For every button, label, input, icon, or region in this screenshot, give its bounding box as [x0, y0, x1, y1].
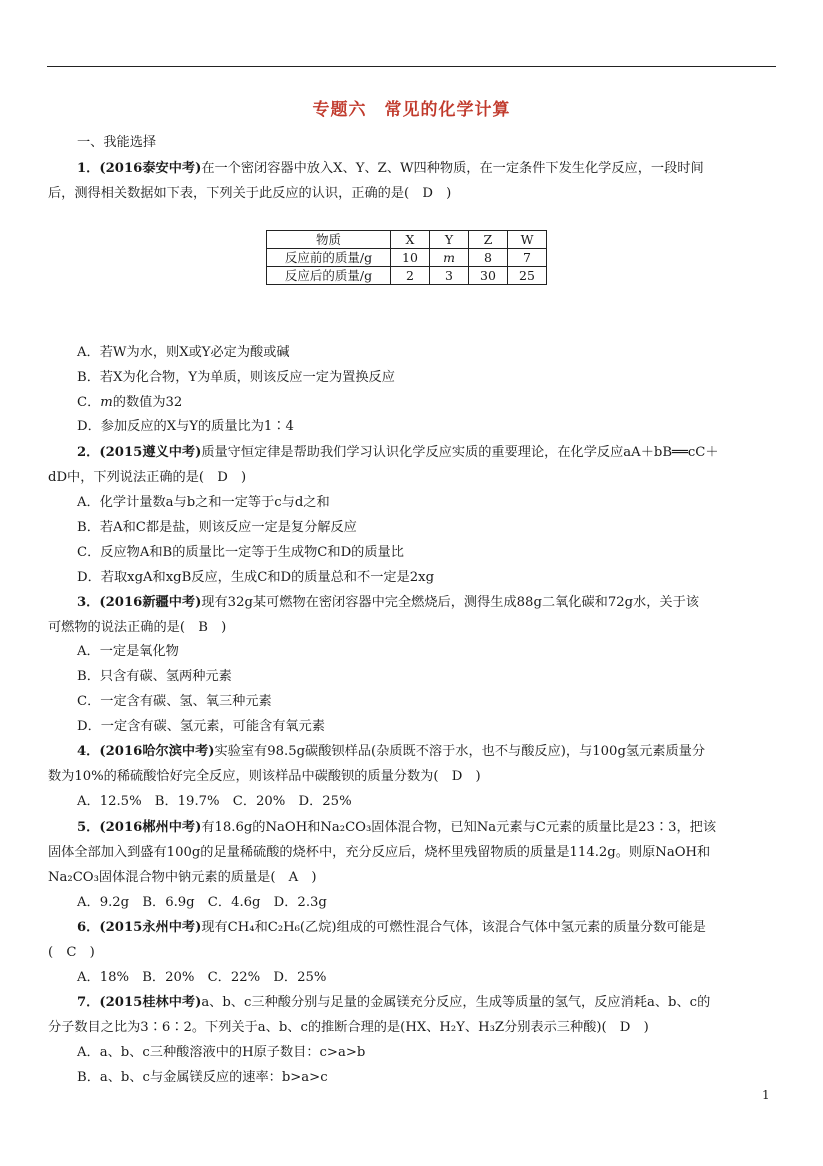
q3-option-b: B．只含有碳、氢两种元素	[77, 669, 232, 684]
q6-number: 6．	[77, 920, 100, 935]
q1-line2: 后，测得相关数据如下表，下列关于此反应的认识，正确的是( D )	[48, 186, 452, 201]
q7-option-a: A．a、b、c三种酸溶液中的H原子数目：c>a>b	[77, 1045, 366, 1060]
q5-line2: 固体全部加入到盛有100g的足量稀硫酸的烧杯中，充分反应后，烧杯里残留物质的质量是114.2g。则原NaOH和	[48, 845, 711, 860]
q1-number: 1．	[77, 161, 100, 176]
table-cell: 8	[469, 249, 508, 267]
q7-line1	[77, 993, 710, 1013]
table-header-cell: W	[508, 231, 547, 249]
q1-line1	[77, 159, 704, 179]
q2-line2: dD中，下列说法正确的是( D )	[48, 470, 247, 485]
q3-number: 3．	[77, 595, 100, 610]
q6-line2: ( C )	[48, 945, 95, 960]
q2-option-b: B．若A和C都是盐，则该反应一定是复分解反应	[77, 520, 357, 535]
q2-option-c: C．反应物A和B的质量比一定等于生成物C和D的质量比	[77, 545, 404, 560]
q3-text1: 现有32g某可燃物在密闭容器中完全燃烧后，测得生成88g二氧化碳和72g水，关于该	[201, 595, 699, 610]
q6-options: A．18% B．20% C．22% D．25%	[77, 970, 327, 985]
q4-line1	[77, 742, 705, 762]
header-rule	[47, 66, 776, 67]
q3-option-c: C．一定含有碳、氢、氧三种元素	[77, 694, 272, 709]
option-letter: C．	[77, 395, 101, 410]
q2-source: (2015遵义中考)	[99, 445, 202, 460]
q7-source: (2015桂林中考)	[99, 995, 202, 1010]
section-heading: 一、我能选择	[77, 135, 157, 150]
q7-text1: a、b、c三种酸分别与足量的金属镁充分反应，生成等质量的氢气，反应消耗a、b、c的	[201, 995, 711, 1010]
table-cell: 3	[430, 267, 469, 285]
table-cell: 反应后的质量/g	[267, 267, 391, 285]
q6-source: (2015永州中考)	[99, 920, 202, 935]
q5-line1	[77, 818, 716, 838]
table-header-cell: Y	[430, 231, 469, 249]
q1-data-table	[266, 230, 547, 285]
table-cell: 30	[469, 267, 508, 285]
q1-text1: 在一个密闭容器中放入X、Y、Z、W四种物质，在一定条件下发生化学反应，一段时间	[201, 161, 704, 176]
q1-option-a: A．若W为水，则X或Y必定为酸或碱	[77, 345, 290, 360]
q1-source: (2016泰安中考)	[99, 161, 202, 176]
variable-m: m	[443, 250, 455, 265]
table-cell: 25	[508, 267, 547, 285]
table-cell: 10	[391, 249, 430, 267]
table-header-row	[267, 231, 547, 249]
q7-line2: 分子数目之比为3∶6∶2。下列关于a、b、c的推断合理的是(HX、H₂Y、H₃Z分别表示三种酸)( D )	[48, 1020, 649, 1035]
q5-text1: 有18.6g的NaOH和Na₂CO₃固体混合物，已知Na元素与C元素的质量比是23∶3，把该	[201, 820, 717, 835]
table-header-cell: 物质	[267, 231, 391, 249]
table-cell: 反应前的质量/g	[267, 249, 391, 267]
table-cell: 2	[391, 267, 430, 285]
q5-line3: Na₂CO₃固体混合物中钠元素的质量是( A )	[48, 870, 317, 885]
q4-number: 4．	[77, 744, 100, 759]
table-row	[267, 249, 547, 267]
q3-option-d: D．一定含有碳、氢元素，可能含有氧元素	[77, 719, 325, 734]
q2-text1: 质量守恒定律是帮助我们学习认识化学反应实质的重要理论，在化学反应aA＋bB══cC＋	[201, 445, 719, 460]
q2-number: 2．	[77, 445, 100, 460]
q3-source: (2016新疆中考)	[99, 595, 202, 610]
q2-option-d: D．若取xgA和xgB反应，生成C和D的质量总和不一定是2xg	[77, 570, 435, 585]
table-header-cell: X	[391, 231, 430, 249]
q4-text1: 实验室有98.5g碳酸钡样品(杂质既不溶于水，也不与酸反应)，与100g氢元素质量分	[214, 744, 706, 759]
q5-options: A．9.2g B．6.9g C．4.6g D．2.3g	[77, 895, 327, 910]
page-title: 专题六 常见的化学计算	[312, 100, 511, 120]
q2-line1	[77, 443, 719, 463]
q3-line1	[77, 593, 699, 613]
option-text: 的数值为32	[112, 395, 183, 410]
q1-option-d: D．参加反应的X与Y的质量比为1∶4	[77, 419, 294, 434]
q3-option-a: A．一定是氧化物	[77, 644, 179, 659]
q6-line1	[77, 918, 706, 938]
q3-line2: 可燃物的说法正确的是( B )	[48, 620, 227, 635]
q4-line2: 数为10%的稀硫酸恰好完全反应，则该样品中碳酸钡的质量分数为( D )	[48, 769, 481, 784]
q7-number: 7．	[77, 995, 100, 1010]
table-cell: 7	[508, 249, 547, 267]
q2-option-a: A．化学计量数a与b之和一定等于c与d之和	[77, 495, 330, 510]
q6-text1: 现有CH₄和C₂H₆(乙烷)组成的可燃性混合气体，该混合气体中氢元素的质量分数可能是	[201, 920, 706, 935]
page-number: 1	[762, 1088, 770, 1102]
q1-option-b: B．若X为化合物，Y为单质，则该反应一定为置换反应	[77, 370, 395, 385]
table-header-cell: Z	[469, 231, 508, 249]
q5-source: (2016郴州中考)	[99, 820, 202, 835]
variable-m: m	[100, 395, 113, 410]
q4-options: A．12.5% B．19.7% C．20% D．25%	[77, 794, 352, 809]
q4-source: (2016哈尔滨中考)	[99, 744, 215, 759]
q1-option-c	[77, 393, 182, 413]
q7-option-b: B．a、b、c与金属镁反应的速率：b>a>c	[77, 1070, 328, 1085]
table-row	[267, 267, 547, 285]
table-cell	[430, 249, 469, 267]
q5-number: 5．	[77, 820, 100, 835]
